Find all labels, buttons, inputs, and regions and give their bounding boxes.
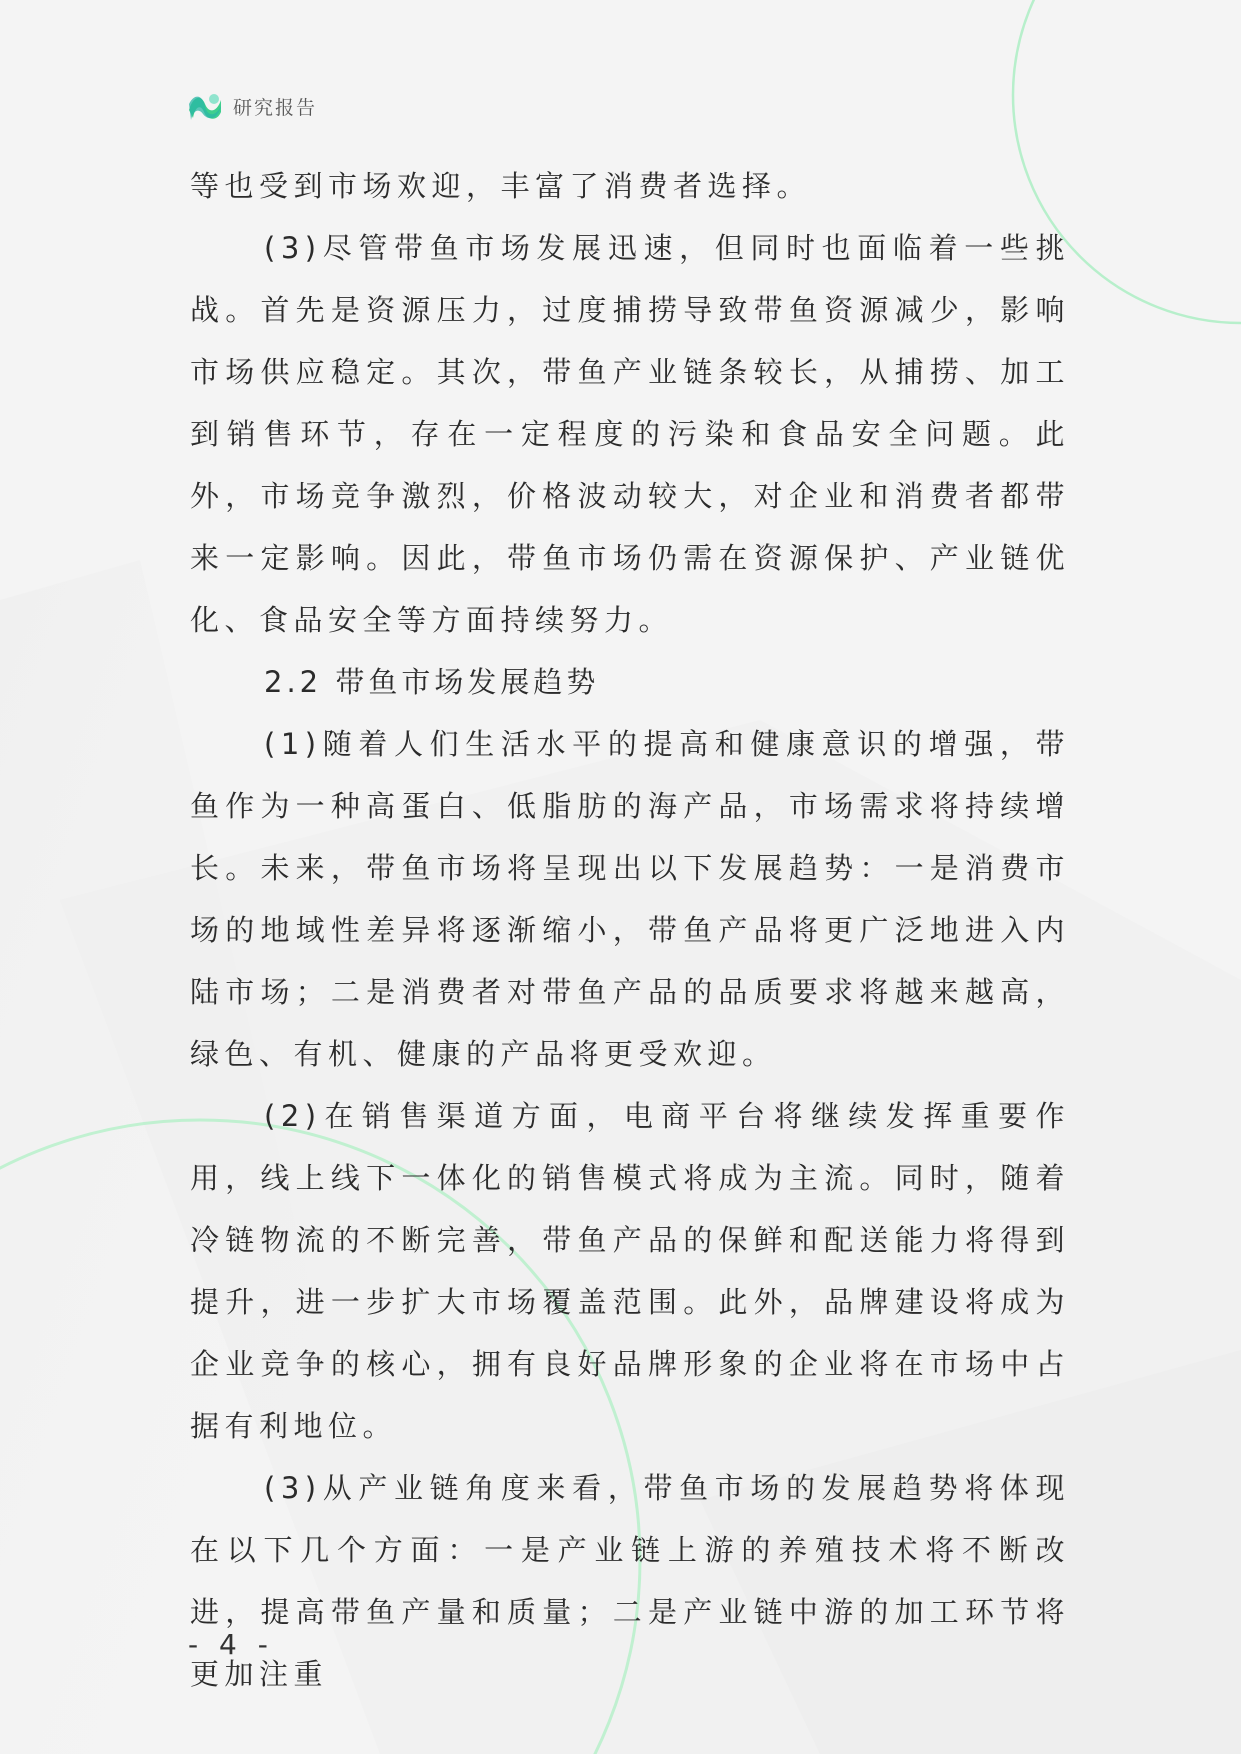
paragraph-continuation: 等也受到市场欢迎，丰富了消费者选择。 [190,169,812,203]
paragraph-challenges: (3)尽管带鱼市场发展迅速，但同时也面临着一些挑战。首先是资源压力，过度捕捞导致带鱼资源减少，影响市场供应稳定。其次，带鱼产业链条较长，从捕捞、加工到销售环节，存在一定程度的污染和食品安全问题。此外，市场竞争激烈，价格波动较大，对企业和消费者都带来一定影响。因此，带鱼市场仍需在资源保护、产业链优化、食品安全等方面持续努力。 [190,231,1070,637]
report-header [187,88,317,124]
document-body [190,155,1070,1705]
page-number: - 4 - [188,1628,274,1661]
paragraph-trend-3: (3)从产业链角度来看，带鱼市场的发展趋势将体现在以下几个方面：一是产业链上游的养殖技术将不断改进，提高带鱼产量和质量；二是产业链中游的加工环节将更加注重 [190,1471,1070,1691]
paragraph-trend-1: (1)随着人们生活水平的提高和健康意识的增强，带鱼作为一种高蛋白、低脂肪的海产品，市场需求将持续增长。未来，带鱼市场将呈现出以下发展趋势：一是消费市场的地域性差异将逐渐缩小，带鱼产品将更广泛地进入内陆市场；二是消费者对带鱼产品的品质要求将越来越高，绿色、有机、健康的产品将更受欢迎。 [190,727,1070,1071]
paragraph-trend-2: (2)在销售渠道方面，电商平台将继续发挥重要作用，线上线下一体化的销售模式将成为主流。同时，随着冷链物流的不断完善，带鱼产品的保鲜和配送能力将得到提升，进一步扩大市场覆盖范围。此外，品牌建设将成为企业竞争的核心，拥有良好品牌形象的企业将在市场中占据有利地位。 [190,1099,1070,1443]
section-heading: 2.2 带鱼市场发展趋势 [264,665,600,699]
brand-logo-icon [187,90,223,122]
header-title: 研究报告 [233,96,318,119]
